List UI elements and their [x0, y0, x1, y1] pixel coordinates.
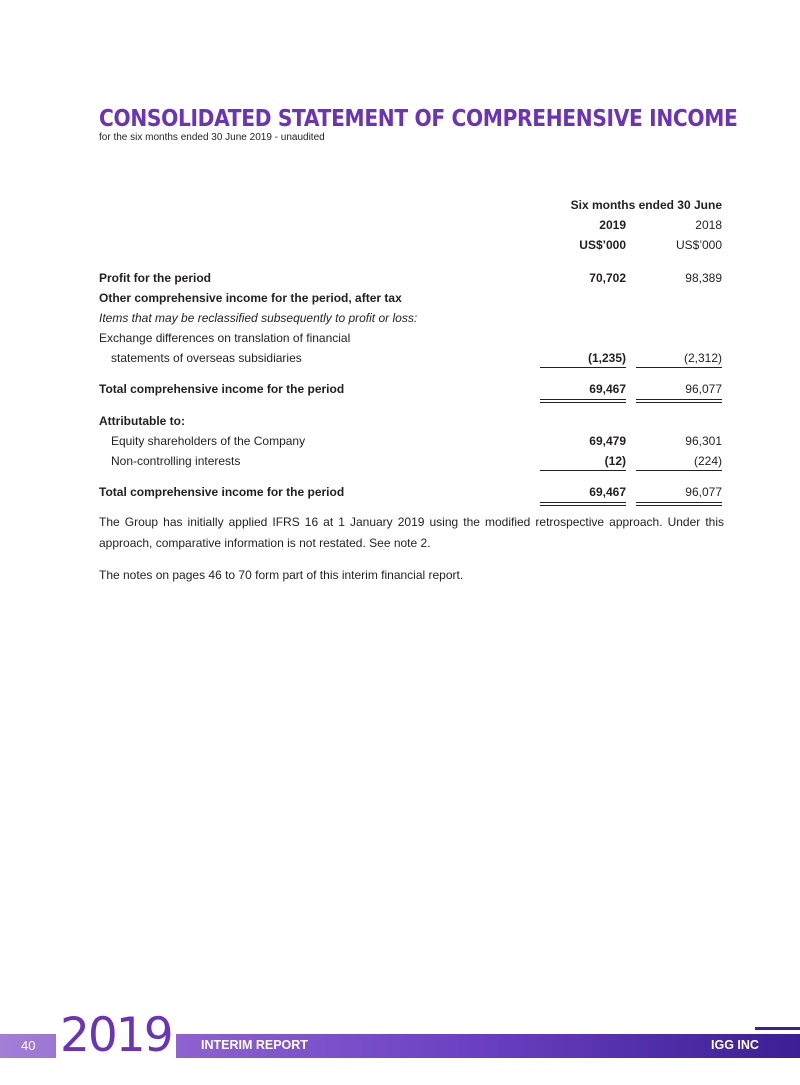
profit-2018: 98,389: [685, 271, 722, 285]
attrib-row: [99, 411, 727, 431]
attrib-label: Attributable to:: [99, 414, 185, 428]
period-header-row: [99, 195, 727, 215]
report-name: INTERIM REPORT: [201, 1038, 308, 1052]
total2-2018: 96,077: [685, 485, 722, 499]
total-2019-double-underline: [540, 399, 626, 403]
unit-2018-header: US$’000: [675, 238, 722, 252]
total2-2018-double-underline: [636, 502, 722, 506]
year-2018-header: 2018: [695, 218, 722, 232]
equity-row: [99, 431, 727, 451]
exchange-2018-underline: [636, 367, 722, 368]
total2-label: Total comprehensive income for the period: [99, 485, 345, 499]
equity-2019: 69,479: [589, 434, 626, 448]
exchange-2019-underline: [540, 367, 626, 368]
page-title: CONSOLIDATED STATEMENT OF COMPREHENSIVE INCOME: [99, 104, 738, 132]
exchange-2018: (2,312): [683, 351, 722, 365]
total-2018: 96,077: [685, 382, 722, 396]
oci-label: Other comprehensive income for the period, after tax: [99, 291, 402, 305]
nci-label: Non-controlling interests: [111, 454, 241, 468]
company-name: IGG INC: [711, 1038, 759, 1052]
unit-header-row: [99, 235, 727, 255]
footer-accent-line: [755, 1027, 800, 1030]
nci-2018-underline: [636, 470, 722, 471]
profit-label: Profit for the period: [99, 271, 211, 285]
nci-2018: (224): [693, 454, 722, 468]
page-number: 40: [21, 1038, 36, 1053]
total-2018-double-underline: [636, 399, 722, 403]
items-label: Items that may be reclassified subsequently to profit or loss:: [99, 311, 418, 325]
ifrs-note: The Group has initially applied IFRS 16 at 1 January 2019 using the modified retrospective approach. Under this approach, comparative information is not restated. See note 2.: [99, 515, 724, 550]
exchange-row-1: [99, 328, 727, 348]
exchange-label-2: statements of overseas subsidiaries: [111, 351, 302, 365]
profit-2019: 70,702: [589, 271, 626, 285]
exchange-label-1: Exchange differences on translation of financial: [99, 331, 351, 345]
nci-2019-underline: [540, 470, 626, 471]
page-subtitle: for the six months ended 30 June 2019 - unaudited: [99, 132, 325, 143]
oci-row: [99, 288, 727, 308]
nci-2019: (12): [604, 454, 626, 468]
items-row: [99, 308, 727, 328]
report-year: 2019: [56, 1010, 176, 1062]
profit-row: [99, 268, 727, 288]
page-footer: [0, 1010, 800, 1070]
unit-2019-header: US$’000: [579, 238, 626, 252]
total-row: [99, 379, 727, 399]
period-header: Six months ended 30 June: [570, 198, 722, 212]
pages-note: The notes on pages 46 to 70 form part of this interim financial report.: [99, 568, 464, 582]
nci-row: [99, 451, 727, 471]
exchange-2019: (1,235): [587, 351, 626, 365]
total-label: Total comprehensive income for the period: [99, 382, 345, 396]
total2-2019: 69,467: [589, 485, 626, 499]
year-header-row: [99, 215, 727, 235]
total2-2019-double-underline: [540, 502, 626, 506]
total-2019: 69,467: [589, 382, 626, 396]
exchange-row-2: [99, 348, 727, 368]
equity-2018: 96,301: [685, 434, 722, 448]
financial-statement-table: [99, 195, 727, 502]
year-2019-header: 2019: [599, 218, 626, 232]
equity-label: Equity shareholders of the Company: [111, 434, 306, 448]
total2-row: [99, 482, 727, 502]
